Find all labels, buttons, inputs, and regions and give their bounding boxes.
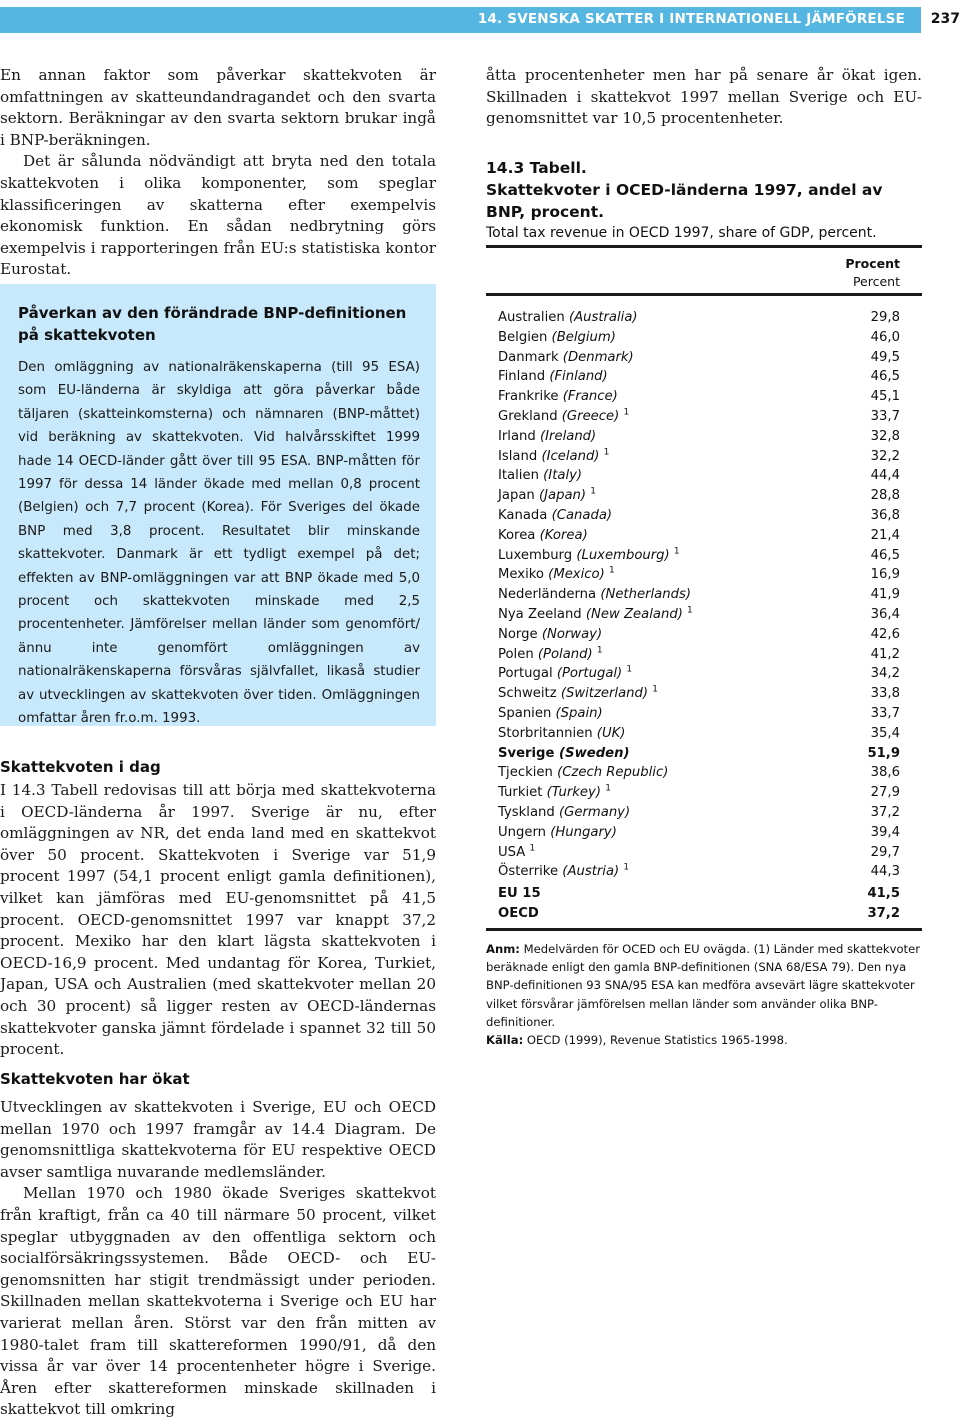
footnote-marker: 1	[590, 486, 596, 497]
left-intro	[0, 65, 436, 281]
table-note	[486, 940, 922, 1049]
tax-ratio-value: 37,2	[867, 905, 900, 921]
tax-ratio-value: 32,8	[870, 428, 900, 444]
table-row	[486, 506, 922, 526]
table-top-rule	[486, 245, 922, 248]
tax-ratio-value: 29,8	[870, 310, 900, 325]
table-row	[486, 348, 922, 368]
table-unit	[486, 255, 900, 291]
country-name-swedish: Sverige	[498, 745, 555, 761]
country-name	[498, 466, 582, 486]
table-row	[486, 803, 922, 823]
country-name-english: (Australia)	[568, 310, 638, 325]
country-name-english: (UK)	[596, 725, 626, 741]
table-row	[486, 486, 922, 506]
tax-ratio-value: 44,3	[870, 864, 900, 880]
source-text	[486, 1031, 922, 1049]
country-name-swedish: OECD	[498, 905, 539, 921]
country-name-swedish: Belgien	[498, 329, 548, 345]
country-name	[498, 367, 608, 387]
tax-ratio-value: 33,7	[870, 408, 900, 424]
info-box-title: Påverkan av den förändrade BNP-definitionen på skattekvoten	[18, 304, 407, 344]
page-number: 237	[930, 11, 960, 27]
table-row	[486, 645, 922, 665]
country-name-swedish: Japan	[498, 488, 535, 504]
country-name-swedish: Nederländerna	[498, 587, 597, 603]
country-name-english: (Spain)	[555, 705, 603, 721]
paragraph: En annan faktor som påverkar skattekvoten är omfattningen av skatteundandragandet och den svarta sektorn. Beräkningar av den svarta sektorn brukar ingå i BNP-beräkningen.	[0, 66, 436, 149]
info-box	[0, 284, 436, 726]
country-name-english: (France)	[562, 389, 618, 405]
footnote-marker: 1	[605, 783, 611, 794]
country-name-english: (Denmark)	[562, 349, 634, 365]
table-row	[486, 367, 922, 387]
table-row	[486, 862, 922, 882]
footnote-marker: 1	[626, 664, 633, 675]
chapter-title: 14. SVENSKA SKATTER I INTERNATIONELL JÄMFÖRELSE	[477, 11, 905, 27]
country-name-swedish: USA	[498, 844, 526, 860]
table-row	[486, 783, 922, 803]
table-row	[486, 565, 922, 585]
country-name	[498, 862, 629, 882]
tax-ratio-value: 28,8	[870, 488, 900, 504]
country-name-swedish: Finland	[498, 369, 546, 385]
country-name-english: (Iceland)	[541, 448, 600, 464]
country-name	[498, 744, 630, 764]
country-name-english: (Finland)	[549, 369, 608, 385]
table-row	[486, 466, 922, 486]
country-name-swedish: Irland	[498, 428, 536, 444]
table-row	[486, 625, 922, 645]
country-name-english: (Canada)	[551, 507, 613, 523]
table-row	[486, 704, 922, 724]
country-name	[498, 803, 630, 823]
tax-ratio-value: 33,7	[870, 705, 900, 721]
country-name-english: (Italy)	[543, 468, 583, 484]
country-name	[498, 585, 691, 605]
country-name	[498, 407, 629, 427]
country-name	[498, 348, 634, 368]
section-heading: Skattekvoten i dag	[0, 758, 161, 776]
country-name-swedish: Danmark	[498, 349, 559, 365]
source-label: Källa:	[486, 1033, 524, 1048]
tax-ratio-value: 36,4	[870, 606, 900, 622]
tax-ratio-value: 38,6	[870, 765, 900, 781]
country-name-swedish: Australien	[498, 310, 565, 325]
paragraph: Mellan 1970 och 1980 ökade Sveriges skattekvot från kraftigt, från ca 40 till närmare 50 procent, vilket speglar utbyggnaden av den offentliga sektorn och socialförsäkringssystemen. Både OECD- och EU-genomsnitten har stigit trendmässigt under perioden. Skillnaden mellan skattekvoterna i Sverige och EU har varierat mellan åren. Störst var den från mitten av 1980-talet fram till skattereformen 1990/91, då den vissa år var över 14 procentenheter högre i Sverige. Åren efter skattereformen minskade skillnaden i skattekvot till omkring	[0, 1184, 436, 1419]
paragraph: Det är sålunda nödvändigt att bryta ned den totala skattekvoten i olika komponenter, som speglar klassificeringen av skatterna efter exempelvis ekonomisk funktion. En sådan nedbrytning görs exempelvis i rapporteringen från EU:s statistiska kontor Eurostat.	[0, 152, 436, 279]
country-name	[498, 308, 638, 328]
tax-ratio-value: 46,5	[870, 547, 900, 563]
country-name	[498, 843, 535, 863]
country-name-english: (Sweden)	[559, 745, 630, 761]
country-name-english: (Netherlands)	[600, 587, 691, 603]
paragraph: I 14.3 Tabell redovisas till att börja med skattekvoterna i OECD-länderna år 1997. Sverige är nu, efter omläggningen av NR, det enda land med en skattekvot över 50 procent. Skattekvoten i Sverige var 51,9 procent 1997 (54,1 procent enligt gamla definitionen), vilket kan jämföras med EU-genomsnittet på 41,5 procent. OECD-genomsnittet 1997 var knappt 37,2 procent. Mexiko har den klart lägsta skattekvoten i OECD-16,9 procent. Med undantag för Korea, Turkiet, Japan, USA och Australien (med skattekvoter mellan 20 och 30 procent) så ligger resten av OECD-ländernas skattekvoter ganska jämnt fördelade i spannet 32 till 50 procent.	[0, 781, 436, 1059]
footnote-marker: 1	[529, 843, 536, 854]
country-name-swedish: Polen	[498, 646, 534, 662]
tax-ratio-value: 16,9	[870, 567, 900, 583]
country-name	[498, 447, 609, 467]
right-intro	[486, 65, 922, 130]
tax-ratio-value: 41,2	[870, 646, 900, 662]
tax-ratio-value: 27,9	[870, 785, 900, 801]
tax-ratio-value: 29,7	[870, 844, 900, 860]
table-row	[486, 407, 922, 427]
tax-ratio-value: 49,5	[870, 349, 900, 365]
table-row	[486, 744, 922, 764]
country-name-english: (Korea)	[539, 527, 588, 543]
country-name-swedish: Storbritannien	[498, 725, 593, 741]
tax-ratio-value: 37,2	[870, 804, 900, 820]
country-name	[498, 664, 632, 684]
footnote-marker: 1	[596, 645, 603, 656]
country-name-english: (Belgium)	[551, 329, 616, 345]
tax-ratio-value: 32,2	[870, 448, 900, 464]
country-name-english: (Poland)	[537, 646, 593, 662]
country-name	[498, 328, 616, 348]
table-caption	[486, 157, 922, 243]
table-row	[486, 308, 922, 328]
tax-ratio-value: 46,0	[870, 329, 900, 345]
table-row	[486, 904, 922, 924]
footnote-marker: 1	[623, 862, 630, 873]
country-name-swedish: EU 15	[498, 886, 541, 902]
country-name-english: (Portugal)	[556, 666, 623, 682]
unit-label-english: Percent	[852, 274, 900, 289]
country-name	[498, 605, 693, 625]
country-name-swedish: Turkiet	[498, 785, 543, 801]
table-row	[486, 823, 922, 843]
country-name-english: (Czech Republic)	[557, 765, 669, 781]
section-heading: Skattekvoten har ökat	[0, 1070, 190, 1088]
table-row	[486, 763, 922, 783]
country-name-swedish: Mexiko	[498, 567, 544, 583]
country-name-english: (Norway)	[541, 626, 603, 642]
country-name-swedish: Österrike	[498, 864, 559, 880]
note-text	[486, 940, 922, 1031]
country-name-swedish: Frankrike	[498, 389, 559, 405]
country-name-swedish: Italien	[498, 468, 539, 484]
country-name-english: (Turkey)	[546, 785, 601, 801]
table-row	[486, 684, 922, 704]
tax-ratio-value: 39,4	[870, 824, 900, 840]
tax-ratio-value: 51,9	[867, 745, 900, 761]
table-bottom-rule	[486, 928, 922, 931]
footnote-marker: 1	[603, 447, 610, 458]
table-row	[486, 724, 922, 744]
tax-ratio-value: 35,4	[870, 725, 900, 741]
country-name-english: (Mexico)	[548, 567, 605, 583]
country-name	[498, 427, 596, 447]
country-name-english: (Japan)	[538, 488, 587, 504]
country-name	[498, 823, 617, 843]
footnote-marker: 1	[623, 407, 630, 418]
table-row	[486, 387, 922, 407]
country-name	[498, 506, 612, 526]
table-row	[486, 884, 922, 904]
tax-ratio-value: 34,2	[870, 666, 900, 682]
source-body: OECD (1999), Revenue Statistics 1965-1998.	[526, 1033, 788, 1048]
section-skattekvoten-har-okat	[0, 1068, 436, 1421]
country-name	[498, 565, 615, 585]
country-name-english: (Hungary)	[550, 824, 617, 840]
table-row	[486, 546, 922, 566]
tax-ratio-value: 42,6	[870, 626, 900, 642]
country-name	[498, 904, 539, 924]
country-name-english: (Ireland)	[540, 428, 597, 444]
table-number: 14.3 Tabell.	[486, 159, 587, 177]
country-name-english: (Switzerland)	[560, 686, 649, 702]
table-row	[486, 427, 922, 447]
country-name	[498, 684, 658, 704]
country-name-swedish: Nya Zeeland	[498, 606, 582, 622]
tax-ratio-value: 46,5	[870, 369, 900, 385]
country-name	[498, 724, 625, 744]
country-name-swedish: Spanien	[498, 705, 552, 721]
country-name	[498, 645, 603, 665]
country-name-english: (Luxembourg)	[576, 547, 670, 563]
table-body	[486, 308, 922, 924]
footnote-marker: 1	[652, 684, 658, 695]
table-row	[486, 843, 922, 863]
country-name	[498, 526, 588, 546]
paragraph: åtta procentenheter men har på senare år ökat igen. Skillnaden i skattekvot 1997 mellan Sverige och EU-genomsnittet var 10,5 procentenheter.	[486, 66, 922, 128]
unit-label: Procent	[845, 256, 900, 271]
info-box-text: Den omläggning av nationalräkenskaperna (till 95 ESA) som EU-länderna är skyldiga att göra påverkar både täljaren (skatteinkomsterna) och nämnaren (BNP-måttet) vid beräkning av skattekvoten. Vid halvårsskiftet 1999 hade 14 OECD-länder gått över till 95 ESA. BNP-måtten för 1997 för dessa 14 länder ökade med mellan 0,8 procent (Belgien) och 7,7 procent (Korea). För Sveriges del ökade BNP med 3,8 procent. Resultatet blir minskande skattekvoter. Danmark är ett tydligt exempel på det; effekten av BNP-omläggningen var att BNP ökade med 5,0 procent och skattekvoten minskade med 2,5 procentenheter. Jämförelser mellan länder som genomfört/ännu inte genomfört omläggningen av nationalräkenskaperna försvåras självfallet, likaså studier av utvecklingen av skattekvoten över tiden. Omläggningen omfattar åren fr.o.m. 1993.	[18, 360, 420, 727]
country-name-swedish: Kanada	[498, 507, 548, 523]
country-name-english: (Austria)	[562, 864, 620, 880]
table-row	[486, 585, 922, 605]
country-name-swedish: Island	[498, 448, 538, 464]
table-row	[486, 605, 922, 625]
tax-ratio-value: 36,8	[870, 507, 900, 523]
tax-ratio-value: 33,8	[870, 686, 900, 702]
country-name-swedish: Korea	[498, 527, 536, 543]
tax-ratio-value: 41,9	[870, 587, 900, 603]
country-name	[498, 546, 680, 566]
country-name	[498, 763, 668, 783]
table-title: Skattekvoter i OCED-länderna 1997, andel av BNP, procent.	[486, 181, 883, 221]
country-name	[498, 783, 611, 803]
country-name	[498, 387, 618, 407]
tax-ratio-value: 41,5	[867, 886, 900, 902]
country-name-swedish: Portugal	[498, 666, 553, 682]
footnote-marker: 1	[673, 546, 680, 557]
chapter-header-bar	[0, 7, 921, 33]
table-title-english: Total tax revenue in OECD 1997, share of GDP, percent.	[486, 225, 877, 241]
country-name-swedish: Schweitz	[498, 686, 557, 702]
country-name-swedish: Tyskland	[498, 804, 555, 820]
country-name	[498, 625, 602, 645]
tax-ratio-value: 21,4	[870, 527, 900, 543]
country-name-swedish: Norge	[498, 626, 538, 642]
note-body: Medelvärden för OCED och EU ovägda. (1) Länder med skattekvoter beräknade enligt den gamla BNP-definitionen (SNA 68/ESA 79). Den nya BNP-definitionen 93 SNA/95 ESA kan medföra avsevärt lägre skattekvoter vilket försvårar jämförelsen mellan länder som använder olika BNP-definitioner.	[486, 942, 921, 1029]
footnote-marker: 1	[608, 565, 615, 576]
table-row	[486, 664, 922, 684]
country-name-english: (Germany)	[559, 804, 631, 820]
table-row	[486, 526, 922, 546]
tax-ratio-value: 45,1	[870, 389, 900, 405]
table-row	[486, 447, 922, 467]
section-skattekvoten-i-dag	[0, 756, 436, 1061]
footnote-marker: 1	[687, 605, 693, 616]
table-row	[486, 328, 922, 348]
country-name	[498, 884, 541, 904]
country-name-english: (New Zealand)	[585, 606, 683, 622]
country-name-swedish: Luxemburg	[498, 547, 573, 563]
country-name	[498, 704, 603, 724]
paragraph: Utvecklingen av skattekvoten i Sverige, EU och OECD mellan 1970 och 1997 framgår av 14.4 Diagram. De genomsnittliga skattekvoterna för EU respektive OECD avser samtliga nuvarande medlemsländer.	[0, 1098, 436, 1181]
country-name-swedish: Ungern	[498, 824, 547, 840]
tax-ratio-value: 44,4	[870, 468, 900, 484]
country-name-swedish: Grekland	[498, 408, 558, 424]
note-label: Anm:	[486, 942, 520, 956]
table-header-rule	[486, 293, 922, 296]
country-name-english: (Greece)	[561, 408, 620, 424]
country-name	[498, 486, 596, 506]
country-name-swedish: Tjeckien	[498, 765, 553, 781]
